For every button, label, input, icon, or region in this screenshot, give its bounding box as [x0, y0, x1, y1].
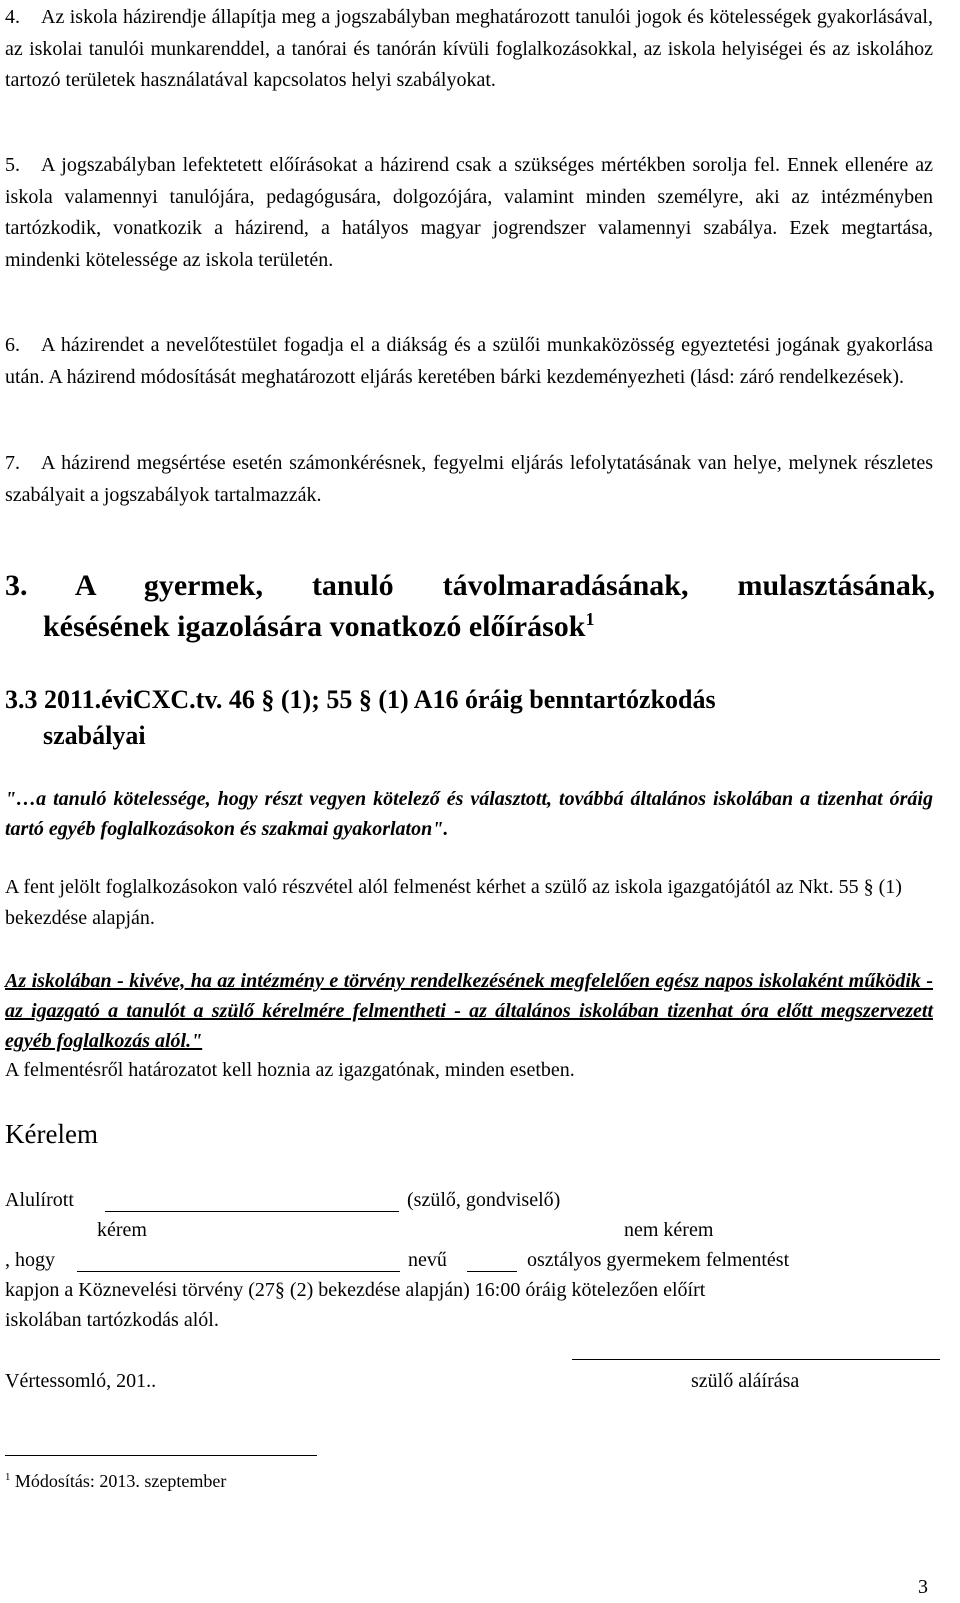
form-line-3: kapjon a Köznevelési törvény (27§ (2) bekezdése alapján) 16:00 óráig kötelezően előírt [5, 1279, 706, 1301]
nevu-label: nevű [408, 1249, 447, 1271]
page-number: 3 [918, 1576, 928, 1598]
form-title: Kérelem [5, 1119, 98, 1149]
kerem-option[interactable]: kérem [97, 1219, 147, 1241]
osztalyos-label: osztályos gyermekem felmentést [527, 1249, 790, 1271]
section-heading-line2 [43, 607, 960, 647]
paragraph-text: A házirend megsértése esetén számonkérésnek, fegyelmi eljárás lefolytatásának van helye, melynek részletes szabályait a jogszabályok tartalmazzák. [5, 452, 933, 506]
paragraph-6 [5, 330, 933, 393]
law-quote-1: "…a tanuló kötelessége, hogy részt vegyen kötelező és választott, továbbá általános iskolában a tizenhat óráig tartó egyéb foglalkozásokon és szakmai gyakorlaton". [5, 788, 933, 840]
footnote-separator [5, 1455, 317, 1456]
footnote-ref: 1 [585, 609, 595, 629]
footnote-mark: 1 [5, 1471, 11, 1483]
paragraph-number: 7. [5, 452, 20, 474]
subsection-heading-line2 [43, 718, 960, 754]
paragraph-number: 6. [5, 334, 20, 356]
child-name-blank-line[interactable] [77, 1271, 400, 1272]
place-date: Vértessomló, 201.. [5, 1370, 157, 1392]
paragraph-5 [5, 150, 933, 276]
paragraph-4 [5, 2, 933, 97]
section-number: 3. [5, 569, 28, 602]
paragraph-felmentes: A felmentésről határozatot kell hoznia az igazgatónak, minden esetben. [5, 1059, 575, 1081]
footnote-text: Módosítás: 2013. szeptember [14, 1471, 227, 1491]
section-title-2: késésének igazolására vonatkozó előírások [43, 610, 586, 643]
subsection-title-1: 3.3 2011.éviCXC.tv. 46 § (1); 55 § (1) A16 óráig benntartózkodás [5, 685, 716, 714]
nem-kerem-option[interactable]: nem kérem [624, 1219, 714, 1241]
paragraph-7 [5, 448, 933, 511]
hogy-label: , hogy [5, 1249, 55, 1271]
class-blank-line[interactable] [467, 1271, 517, 1272]
alulirott-label: Alulírott [5, 1189, 74, 1211]
paragraph-number: 5. [5, 154, 20, 176]
section-heading-line1 [5, 566, 935, 606]
paragraph-fent: A fent jelölt foglalkozásokon való részvétel alól felmenést kérhet a szülő az iskola igazgatójától az Nkt. 55 § (1) bekezdése alapján. [5, 876, 902, 929]
paragraph-text: A házirendet a nevelőtestület fogadja el a diákság és a szülői munkaközösség egyeztetési jogának gyakorlása után. A házirend módosítását meghatározott eljárás keretében bárki kezdeményezheti (lásd: záró rendelkezések). [5, 334, 933, 388]
paragraph-text: Az iskola házirendje állapítja meg a jogszabályban meghatározott tanulói jogok és kötelességek gyakorlásával, az iskolai tanulói munkarenddel, a tanórai és tanórán kívüli foglalkozásokkal, az iskola helyiségei és az iskolához tartozó területek használatával kapcsolatos helyi szabályokat. [5, 6, 933, 91]
signature-line[interactable] [572, 1359, 940, 1360]
szulo-label: (szülő, gondviselő) [407, 1189, 561, 1211]
subsection-heading-line1 [5, 682, 935, 718]
footnote [5, 1469, 226, 1493]
paragraph-text: A jogszabályban lefektetett előírásokat a házirend csak a szükséges mértékben sorolja fel. Ennek ellenére az iskola valamennyi tanulójára, pedagógusára, dolgozójára, valamint minden személyre, aki az intézményben tartózkodik, vonatkozik a házirend, a hatályos magyar jogrendszer valamennyi szabálya. Ezek megtartása, mindenki kötelessége az iskola területén. [5, 154, 933, 271]
paragraph-number: 4. [5, 6, 20, 28]
name-blank-line[interactable] [105, 1211, 399, 1212]
subsection-title-2: szabályai [43, 721, 146, 750]
signature-label: szülő aláírása [691, 1370, 800, 1392]
law-quote-2: Az iskolában - kivéve, ha az intézmény e törvény rendelkezésének megfelelően egész napos iskolaként működik - az igazgató a tanulót a szülő kérelmére felmentheti - az általános iskolában tizenhat óra előtt megszervezett egyéb foglalkozás alól." [5, 970, 933, 1052]
form-line-4: iskolában tartózkodás alól. [5, 1309, 219, 1331]
section-title-1: A gyermek, tanuló távolmaradásának, mulasztásának, [74, 569, 935, 602]
